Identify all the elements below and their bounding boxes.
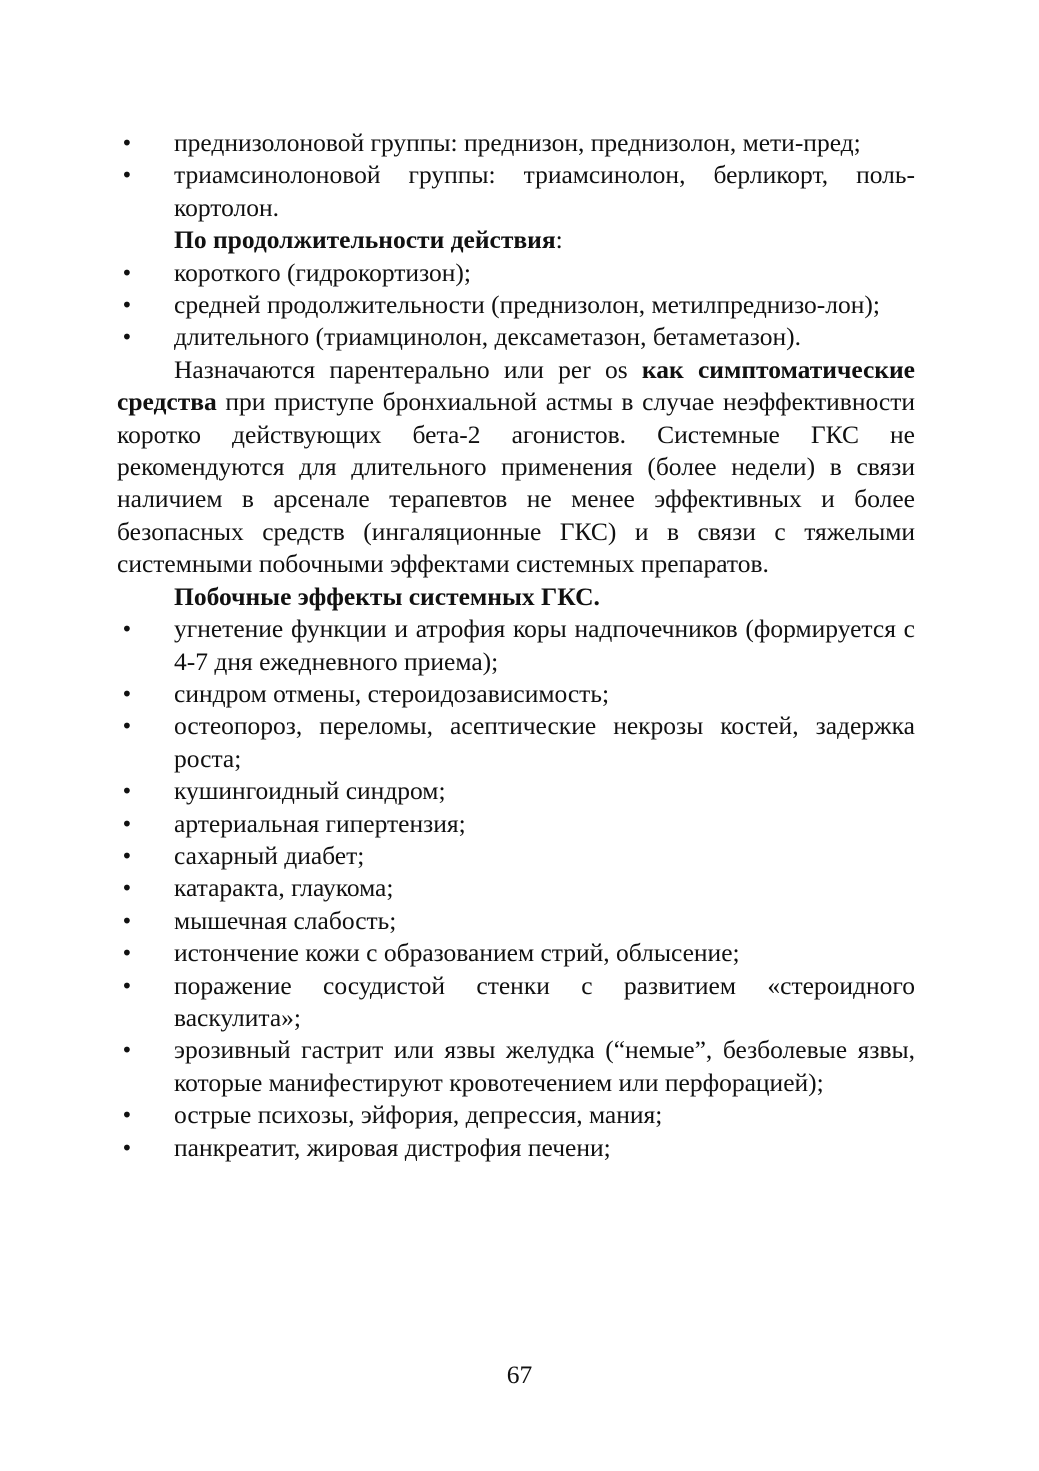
list-item: • поражение сосудистой стенки с развитием «стероидного васкулита»; [117,970,915,1035]
list-item: • короткого (гидрокортизон); [117,257,915,289]
duration-list [117,257,915,354]
list-item: • истончение кожи с образованием стрий, облысение; [117,937,915,969]
paragraph-text-1: Назначаются парентерально или per os [174,354,642,384]
list-item: • синдром отмены, стероидозависимость; [117,678,915,710]
body-paragraph [117,354,915,581]
list-item: • артериальная гипертензия; [117,808,915,840]
list-item: • катаракта, глаукома; [117,872,915,904]
list-item: • эрозивный гастрит или язвы желудка (“немые”, безболевые язвы, которые манифестируют кровотечением или перфорацией); [117,1034,915,1099]
list-item: • остеопороз, переломы, асептические некрозы костей, задержка роста; [117,710,915,775]
paragraph-text-2: при приступе бронхиальной астмы в случае неэффективности коротко действующих бета-2 агонистов. Системные ГКС не рекомендуются для длительного применения (более недели) в связи наличием в арсенале терапевтов не менее эффективных и более безопасных средств (ингаляционные ГКС) и в связи с тяжелыми системными побочными эффектами системных препаратов. [117,387,915,579]
page-content [117,127,915,1164]
list-item: • мышечная слабость; [117,905,915,937]
page-number: 67 [506,1360,533,1389]
list-item: • преднизолоновой группы: преднизон, преднизолон, мети-пред; [117,127,915,159]
list-item: • триамсинолоновой группы: триамсинолон, берликорт, поль-кортолон. [117,159,915,224]
side-effects-list [117,613,915,1164]
duration-heading-text: По продолжительности действия [174,225,556,255]
list-item: • сахарный диабет; [117,840,915,872]
list-item: • кушингоидный синдром; [117,775,915,807]
list-item: • средней продолжительности (преднизолон, метилпреднизо-лон); [117,289,915,321]
list-item: • угнетение функции и атрофия коры надпочечников (формируется с 4-7 дня ежедневного приема); [117,613,915,678]
duration-heading [117,224,915,256]
side-effects-heading: Побочные эффекты системных ГКС. [174,581,600,611]
list-item: • панкреатит, жировая дистрофия печени; [117,1132,915,1164]
duration-heading-colon: : [555,225,563,255]
paragraph-emphasis: как симптоматические средства [117,354,916,417]
list-item: • длительного (триамцинолон, дексаметазон, бетаметазон). [117,321,915,353]
list-item: • острые психозы, эйфория, депрессия, мания; [117,1099,915,1131]
glucocorticoid-groups-list [117,127,915,224]
